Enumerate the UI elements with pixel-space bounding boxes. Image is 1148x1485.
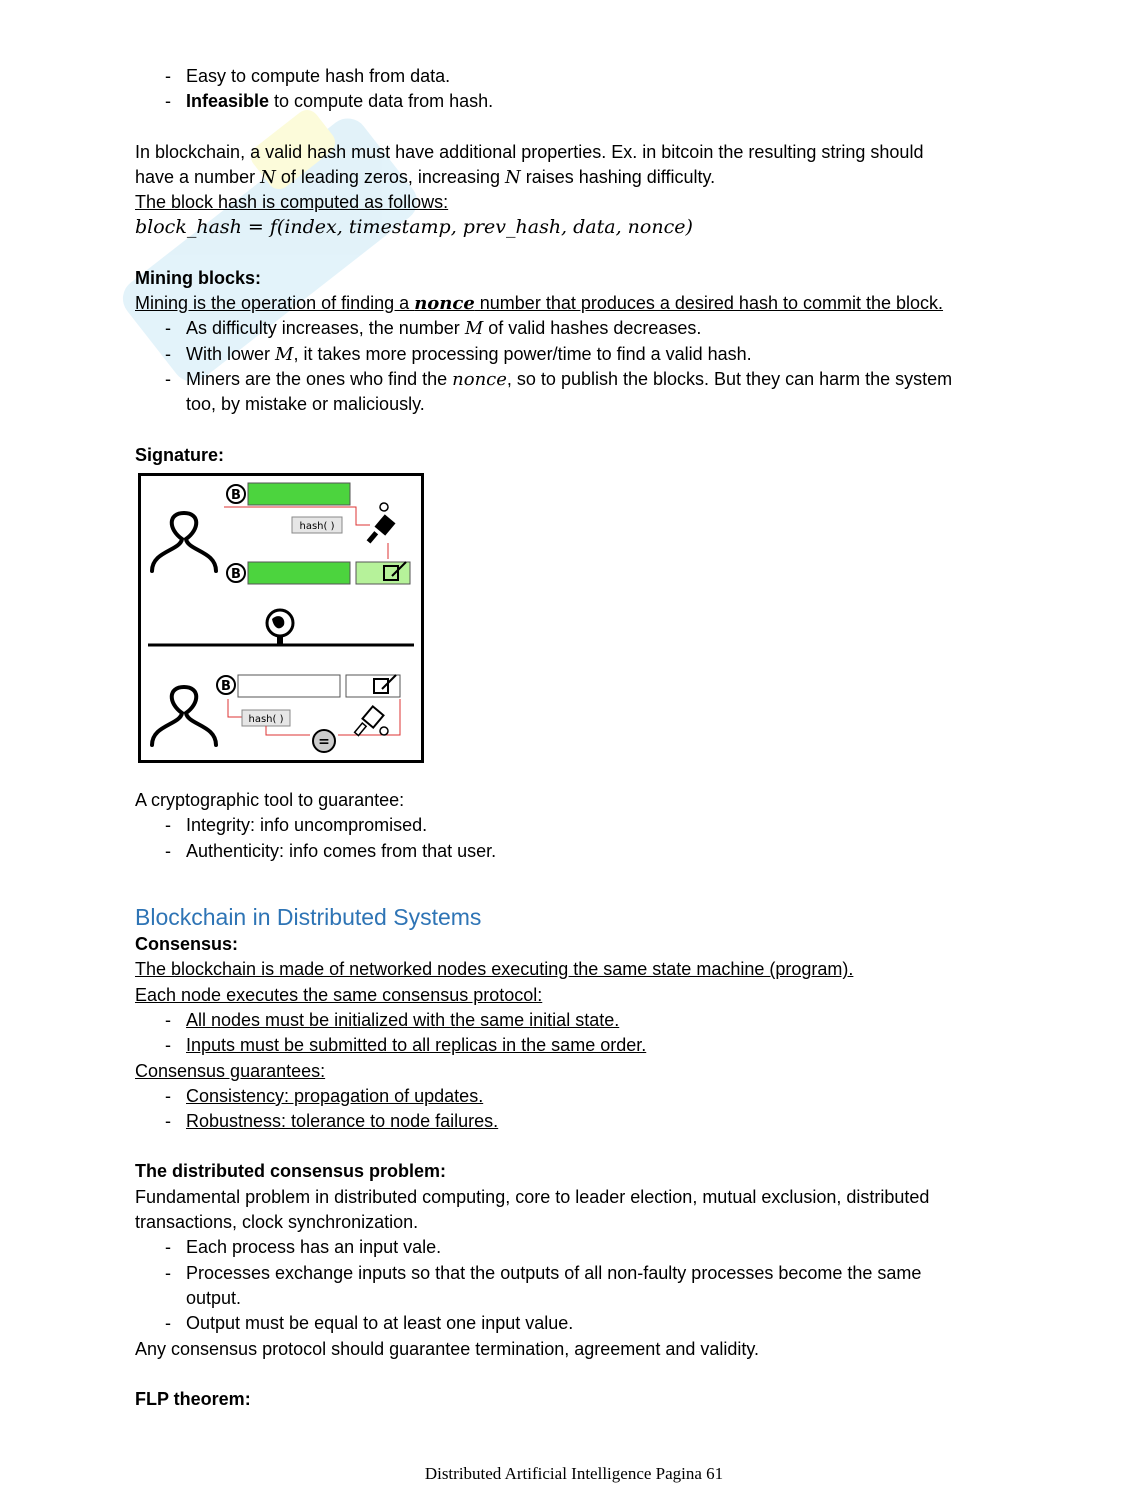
svg-text:B: B	[231, 566, 241, 582]
dcp-paragraph: Fundamental problem in distributed computing, core to leader election, mutual exclusion, distributed transactions, clock synchronization.	[135, 1186, 930, 1233]
list-item: - All nodes must be initialized with the same initial state.	[135, 1008, 1005, 1033]
list-item: - Each process has an input vale.	[135, 1235, 1005, 1260]
dcp-heading: The distributed consensus problem:	[135, 1161, 447, 1182]
list-item: - Infeasible to compute data from hash.	[135, 89, 1005, 114]
list-item: - Consistency: propagation of updates.	[135, 1084, 1005, 1109]
svg-text:=: =	[318, 733, 330, 750]
block-hash-formula: block_hash = f(index, timestamp, prev_hash, data, nonce)	[135, 216, 693, 239]
consensus-guarantees-label: Consensus guarantees:	[135, 1060, 326, 1081]
signature-list	[135, 813, 1005, 864]
dcp-closing: Any consensus protocol should guarantee termination, agreement and validity.	[135, 1338, 760, 1359]
mining-list	[135, 316, 1005, 417]
page-content	[135, 64, 1005, 1412]
list-item: - Output must be equal to at least one input value.	[135, 1311, 1005, 1336]
mining-heading: Mining blocks:	[135, 267, 261, 288]
hash-label-top: hash( )	[299, 520, 335, 532]
valid-hash-paragraph: In blockchain, a valid hash must have additional properties. Ex. in bitcoin the resulting string should have a number N of leading zeros, increasing N raises hashing difficulty.	[135, 141, 924, 188]
list-item: - Robustness: tolerance to node failures.	[135, 1109, 1005, 1134]
bitcoin-icon	[217, 676, 235, 694]
bitcoin-icon	[227, 564, 245, 582]
list-item: - With lower M, it takes more processing power/time to find a valid hash.	[135, 342, 1005, 367]
list-item: - Authenticity: info comes from that user.	[135, 839, 1005, 864]
signed-data-block	[248, 562, 350, 584]
signature-intro: A cryptographic tool to guarantee:	[135, 790, 405, 811]
computed-as-label: The block hash is computed as follows:	[135, 192, 449, 213]
section-title: Blockchain in Distributed Systems	[135, 904, 482, 931]
hash-label-bottom: hash( )	[248, 713, 284, 725]
list-item: - Processes exchange inputs so that the outputs of all non-faulty processes become the same output.	[135, 1261, 1005, 1312]
svg-text:B: B	[231, 487, 241, 503]
consensus-line: The blockchain is made of networked nodes executing the same state machine (program).	[135, 959, 854, 980]
consensus-line: Each node executes the same consensus protocol:	[135, 984, 543, 1005]
hash-properties-list	[135, 64, 1005, 115]
mining-definition: Mining is the operation of finding a nonce number that produces a desired hash to commit the block.	[135, 293, 944, 315]
dcp-list	[135, 1235, 1005, 1336]
list-item: - Miners are the ones who find the nonce, so to publish the blocks. But they can harm the system too, by mistake or maliciously.	[135, 367, 1005, 418]
list-item: - Integrity: info uncompromised.	[135, 813, 1005, 838]
list-item: - Easy to compute hash from data.	[135, 64, 1005, 89]
list-item: - As difficulty increases, the number M of valid hashes decreases.	[135, 316, 1005, 341]
svg-text:B: B	[221, 678, 231, 694]
signature-diagram	[138, 473, 424, 763]
flp-heading: FLP theorem:	[135, 1388, 251, 1409]
received-data-block	[238, 675, 340, 697]
consensus-heading: Consensus:	[135, 934, 239, 955]
protocol-list	[135, 1008, 1005, 1059]
equals-circle-icon	[313, 730, 335, 752]
page-footer: Distributed Artificial Intelligence Pagina 61	[424, 1464, 724, 1483]
signature-heading: Signature:	[135, 444, 225, 465]
bitcoin-icon	[227, 485, 245, 503]
data-block	[248, 483, 350, 505]
guarantees-list	[135, 1084, 1005, 1135]
list-item: - Inputs must be submitted to all replicas in the same order.	[135, 1033, 1005, 1058]
